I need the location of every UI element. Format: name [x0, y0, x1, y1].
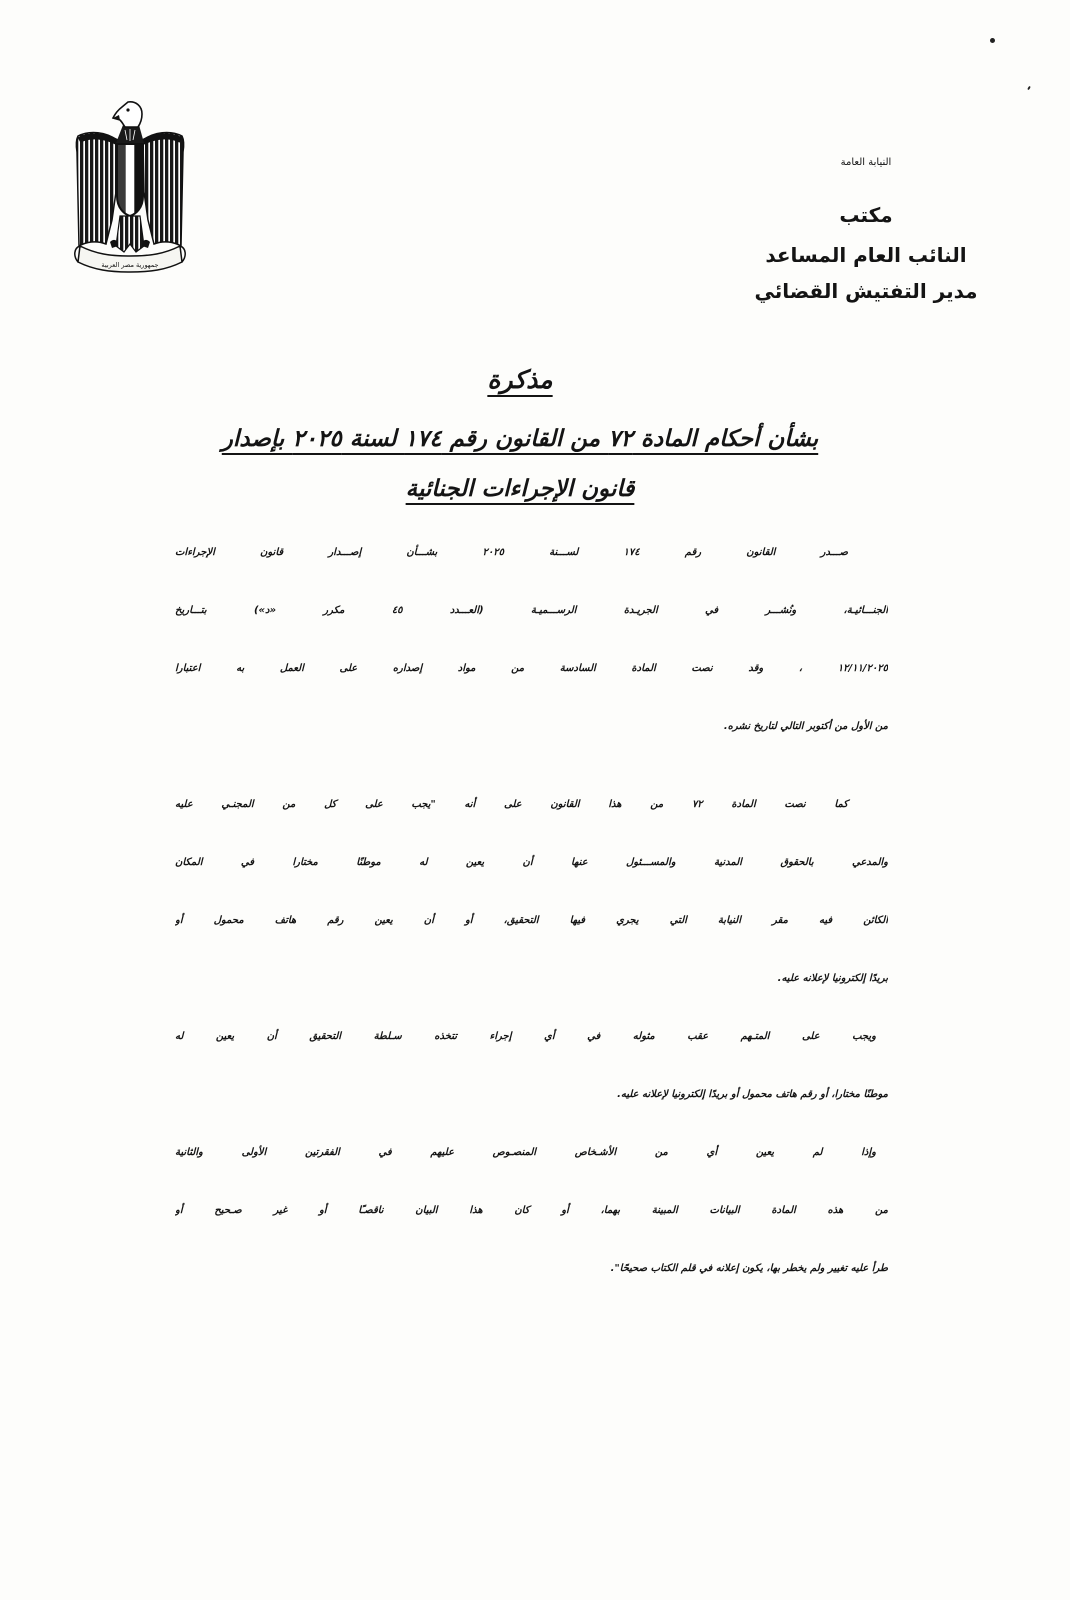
office-title-line: النائب العام المساعد — [765, 243, 967, 267]
scan-speck — [990, 38, 995, 43]
body-line: الجنـــائيـة، ونُشـــر في الجريـدة الرســـميـة (العـــدد ٤٥ مكرر «د») بتـــاريخ — [175, 605, 888, 616]
body-line: وإذا لم يعين أي من الأشـخاص المنصـوص عليهم في الفقرتين الأولى والثانية — [175, 1147, 876, 1158]
body-line: ويجب على المتـهم عقب مثوله في أي إجراء تتخذه سـلطة التحقيق أن يعين له — [175, 1031, 876, 1042]
body-line: من هذه المادة البيانات المبينة بهما، أو كان هذا البيان ناقصـًا أو غير صـحيح أو — [175, 1205, 888, 1216]
left-wing — [76, 133, 117, 246]
eagle-head — [113, 102, 142, 127]
body-line: ١٢/١١/٢٠٢٥ ، وقد نصت المادة السادسة من مواد إصداره على العمل به اعتبارا — [175, 663, 888, 674]
body-line: موطنًا مختارا، أو رقم هاتف محمول أو بريدًا إلكترونيا لإعلانه عليه. — [617, 1089, 888, 1100]
office-label: مكتب — [839, 203, 893, 227]
organization-logo-text: النيابة العامة — [840, 157, 892, 168]
body-line: طرأ عليه تغيير ولم يخطر بها، يكون إعلانه في قلم الكتاب صحيحًا". — [610, 1263, 888, 1274]
memo-subject-line: بشأن أحكام المادة ٧٢ من القانون رقم ١٧٤ لسنة ٢٠٢٥ بإصدار — [221, 426, 819, 452]
eagle-tail — [116, 216, 144, 252]
memo-subject-line: قانون الإجراءات الجنائية — [405, 476, 635, 502]
body-line: الكائن فيه مقر النيابة التي يجري فيها التحقيق، أو أن يعين رقم هاتف محمول أو — [175, 915, 888, 926]
office-title-line: مدير التفتيش القضائي — [754, 279, 978, 303]
office-header — [746, 130, 986, 309]
body-line: والمدعي بالحقوق المدنية والمســـئول عنها أن يعين له موطنًا مختارا في المكان — [175, 857, 888, 868]
paragraph — [175, 524, 888, 756]
memo-titles — [0, 362, 1040, 514]
scan-speck — [1027, 86, 1031, 90]
paragraph — [175, 1008, 888, 1124]
paragraph — [175, 776, 888, 1008]
body-line: من الأول من أكتوبر التالي لتاريخ نشره. — [723, 721, 888, 732]
body-line: صـــدر القانون رقم ١٧٤ لســـنة ٢٠٢٥ بشـــأن إصـــدار قانون الإجراءات — [175, 547, 848, 558]
memo-body — [175, 524, 888, 1298]
body-line: كما نصت المادة ٧٢ من هذا القانون على أنه "يجب على كل من المجنـي عليه — [175, 799, 849, 810]
right-wing — [143, 133, 184, 246]
body-line: بريدًا إلكترونيا لإعلانه عليه. — [777, 973, 888, 984]
memo-heading: مذكرة — [487, 365, 553, 394]
paragraph — [175, 1124, 888, 1298]
egypt-eagle-emblem-icon — [70, 96, 190, 276]
emblem-scroll-text: جمهورية مصر العربية — [101, 261, 159, 269]
